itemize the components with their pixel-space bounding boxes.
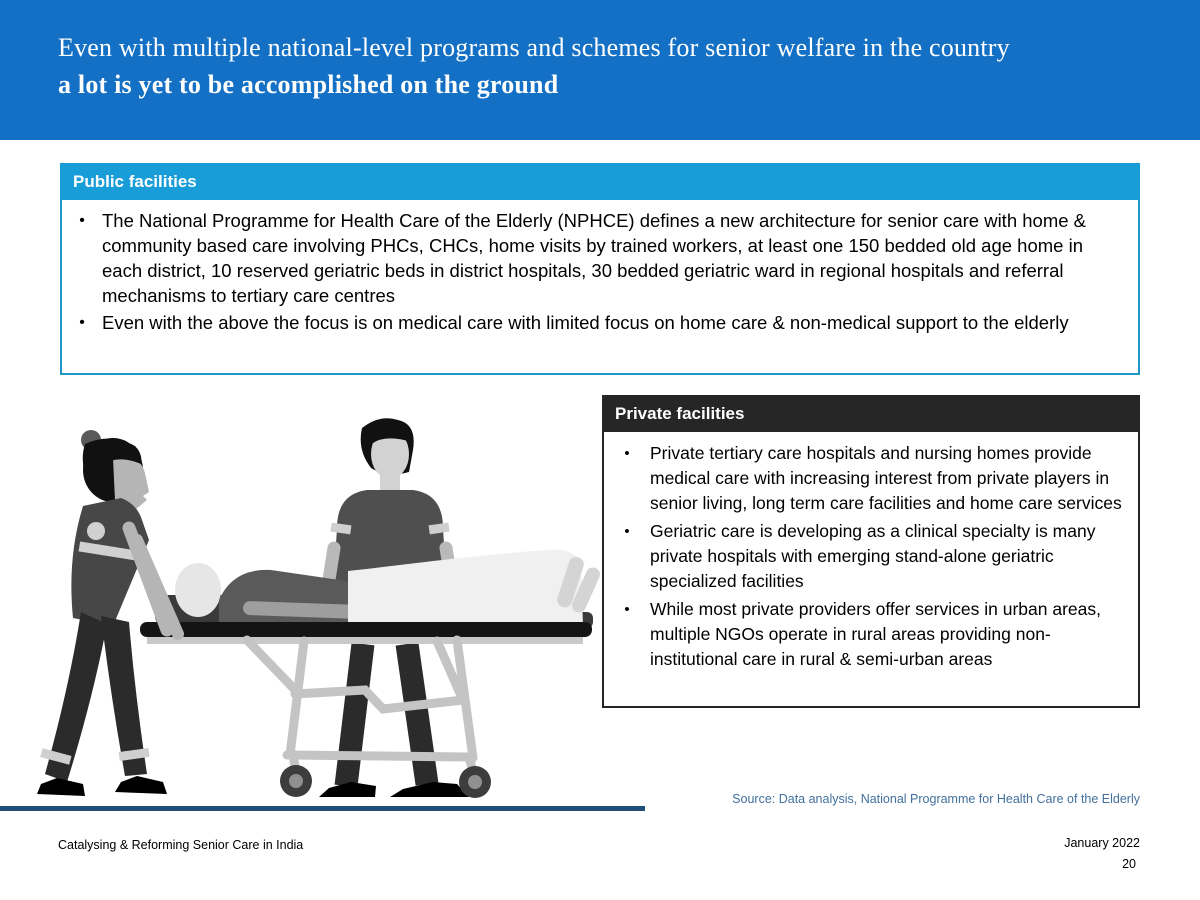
paramedic-woman <box>37 430 178 796</box>
stretcher-illustration-svg <box>35 398 610 808</box>
footer-document-title: Catalysing & Reforming Senior Care in India <box>58 838 304 852</box>
list-item <box>62 310 1120 335</box>
public-facilities-header: Public facilities <box>60 163 1140 200</box>
bullet-icon: • <box>79 212 85 229</box>
list-item <box>604 441 1132 516</box>
public-facilities-body <box>60 200 1140 375</box>
private-bullet-1: Private tertiary care hospitals and nursing homes provide medical care with increasing interest from private players in senior living, long term care facilities and home care services <box>650 443 1122 513</box>
private-bullet-2: Geriatric care is developing as a clinical specialty is many private hospitals with emerging stand-alone geriatric specialized facilities <box>650 521 1096 591</box>
list-item <box>62 208 1120 308</box>
slide-title-line2: a lot is yet to be accomplished on the ground <box>58 70 559 99</box>
public-bullet-1: The National Programme for Health Care of the Elderly (NPHCE) defines a new architecture for senior care with home & community based care involving PHCs, CHCs, home visits by trained workers, at least one 150 bedded old age home in each district, 10 reserved geriatric beds in district hospitals, 30 bedded geriatric ward in regional hospitals and referral mechanisms to tertiary care centres <box>102 210 1087 306</box>
private-facilities-body <box>602 432 1140 708</box>
bullet-icon: • <box>624 601 630 618</box>
public-facilities-box <box>60 163 1140 375</box>
private-facilities-header: Private facilities <box>602 395 1140 432</box>
title-banner <box>0 0 1200 140</box>
paramedics-stretcher-illustration <box>35 398 610 808</box>
footer-divider-line <box>0 806 645 811</box>
bullet-icon: • <box>624 445 630 462</box>
bullet-icon: • <box>79 314 85 331</box>
private-facilities-list <box>604 441 1132 672</box>
list-item <box>604 519 1132 594</box>
private-facilities-box <box>602 395 1140 708</box>
source-line: Source: Data analysis, National Programme for Health Care of the Elderly <box>732 792 1140 806</box>
public-bullet-2: Even with the above the focus is on medical care with limited focus on home care & non-medical support to the elderly <box>102 312 1069 333</box>
footer-date: January 2022 <box>1064 836 1140 850</box>
public-facilities-list <box>62 208 1120 335</box>
page-number: 20 <box>1122 857 1136 871</box>
private-bullet-3: While most private providers offer services in urban areas, multiple NGOs operate in rural areas providing non-institutional care in rural & semi-urban areas <box>650 599 1101 669</box>
list-item <box>604 597 1132 672</box>
slide-title-line1: Even with multiple national-level programs and schemes for senior welfare in the country <box>58 33 1010 62</box>
bullet-icon: • <box>624 523 630 540</box>
